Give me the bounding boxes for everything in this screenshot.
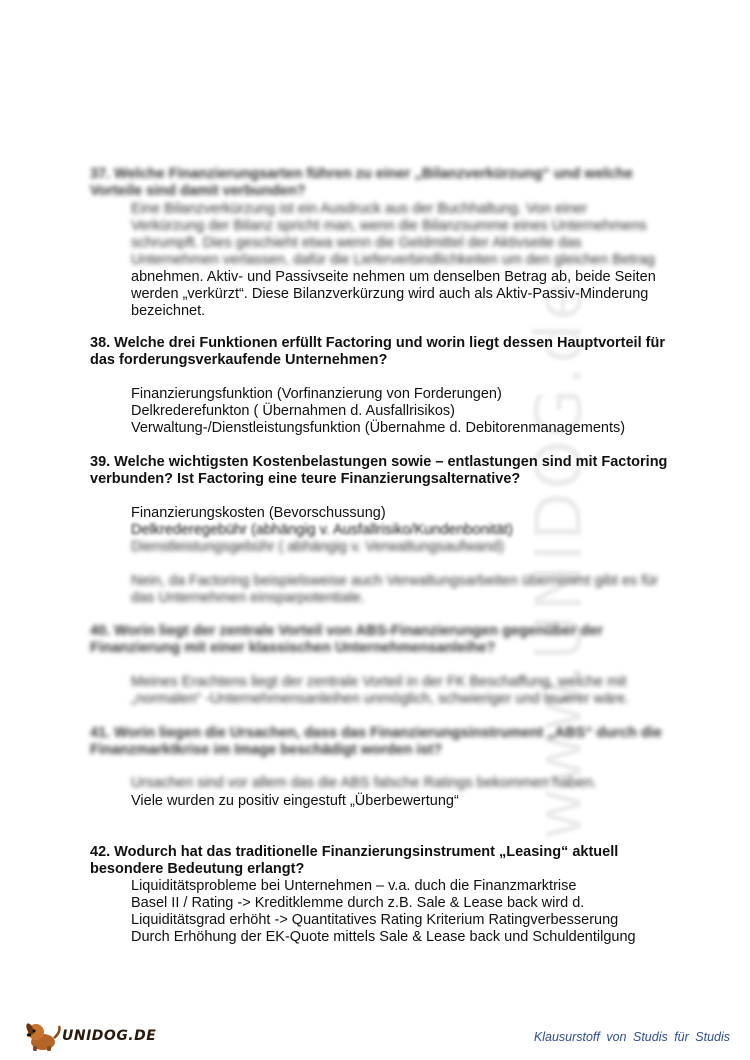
answer-38: [131, 386, 691, 437]
question-39: [90, 454, 680, 488]
answer-line: schrumpft. Dies geschieht etwa wenn die Geldmittel der Aktivseite das: [131, 235, 582, 251]
answer-line: „normalen“ -Unternehmensanleihen unmöglich, schwieriger und teuerer wäre.: [131, 691, 630, 707]
answer-37-blurred: [131, 201, 691, 269]
answer-line: Delkrederefunkton ( Übernahmen d. Ausfallrisikos): [131, 403, 455, 419]
answer-line: Liquiditätsprobleme bei Unternehmen – v.a. duch die Finanzmarktrise: [131, 878, 577, 894]
dog-mascot-icon: [24, 1020, 64, 1052]
answer-line: Ursachen sind vor allem das die ABS falsche Ratings bekommen haben.: [131, 775, 597, 791]
question-41: [90, 725, 680, 759]
question-line: 39. Welche wichtigsten Kostenbelastungen sowie – entlastungen sind mit Factoring: [90, 454, 668, 470]
answer-line: bezeichnet.: [131, 303, 206, 319]
answer-40-blurred: [131, 674, 691, 708]
question-line: 37. Welche Finanzierungsarten führen zu einer „Bilanzverkürzung“ und welche: [90, 166, 633, 182]
answer-line: Dienstleistungsgebühr ( abhängig v. Verwaltungsaufwand): [131, 539, 504, 555]
answer-line: Viele wurden zu positiv eingestuft „Überbewertung“: [131, 793, 459, 809]
question-42: [90, 844, 680, 878]
answer-line: Meines Erachtens liegt der zentrale Vorteil in der FK Beschaffung, welche mit: [131, 674, 627, 690]
question-line: Finanzierung mit einer klassischen Unternehmensanleihe?: [90, 640, 496, 656]
answer-41: [131, 793, 691, 810]
question-38: [90, 335, 680, 369]
answer-line: Basel II / Rating -> Kreditklemme durch z.B. Sale & Lease back wird d.: [131, 895, 585, 911]
answer-line: Finanzierungsfunktion (Vorfinanzierung von Forderungen): [131, 386, 502, 402]
unidog-logo[interactable]: [24, 1020, 157, 1052]
question-line: 40. Worin liegt der zentrale Vorteil von ABS-Finanzierungen gegenüber der: [90, 623, 603, 639]
answer-39-partial: [131, 522, 691, 539]
question-40: [90, 623, 680, 657]
answer-39: [131, 505, 691, 522]
question-line: verbunden? Ist Factoring eine teure Finanzierungsalternative?: [90, 471, 521, 487]
answer-line: Durch Erhöhung der EK-Quote mittels Sale & Lease back und Schuldentilgung: [131, 929, 636, 945]
answer-39-blurred: [131, 539, 691, 607]
answer-line: Liquiditätsgrad erhöht -> Quantitatives Rating Kriterium Ratingverbesserung: [131, 912, 619, 928]
answer-line: Eine Bilanzverkürzung ist ein Ausdruck aus der Buchhaltung. Von einer: [131, 201, 588, 217]
question-line: das forderungsverkaufende Unternehmen?: [90, 352, 388, 368]
question-line: 38. Welche drei Funktionen erfüllt Factoring und worin liegt dessen Hauptvorteil für: [90, 335, 665, 351]
answer-line: Finanzierungskosten (Bevorschussung): [131, 505, 386, 521]
answer-line: Delkrederegebühr (abhängig v. Ausfallrisiko/Kundenbonität): [131, 522, 513, 538]
question-line: 42. Wodurch hat das traditionelle Finanzierungsinstrument „Leasing“ aktuell: [90, 844, 619, 860]
answer-line: Nein, da Factoring beispielsweise auch Verwaltungsarbeiten übernimmt gibt es für: [131, 573, 659, 589]
answer-42: [131, 878, 691, 946]
question-line: Vorteile sind damit verbunden?: [90, 183, 306, 199]
brand-text: UNIDOG.DE: [62, 1028, 157, 1044]
answer-line: abnehmen. Aktiv- und Passivseite nehmen um denselben Betrag ab, beide Seiten: [131, 269, 656, 285]
question-line: 41. Worin liegen die Ursachen, dass das Finanzierungsinstrument „ABS“ durch die: [90, 725, 662, 741]
question-line: besondere Bedeutung erlangt?: [90, 861, 305, 877]
answer-line: das Unternehmen einsparpotentiale.: [131, 590, 365, 606]
answer-line: werden „verkürzt“. Diese Bilanzverkürzung wird auch als Aktiv-Passiv-Minderung: [131, 286, 649, 302]
watermark: www.UNIDOG.de: [523, 279, 597, 841]
answer-line: [131, 556, 691, 573]
question-37: [90, 166, 680, 200]
answer-line: Unternehmen verlassen, dafür die Lieferverbindlichkeiten um den gleichen Betrag: [131, 252, 655, 268]
answer-37: [131, 269, 691, 320]
answer-line: Verkürzung der Bilanz spricht man, wenn die Bilanzsumme eines Unternehmens: [131, 218, 647, 234]
footer-tagline: Klausurstoff von Studis für Studis: [533, 1030, 730, 1044]
answer-41-blurred: [131, 775, 691, 792]
question-line: Finanzmarktkrise im Image beschädigt worden ist?: [90, 742, 443, 758]
answer-line: Verwaltung-/Dienstleistungsfunktion (Übernahme d. Debitorenmanagements): [131, 420, 626, 436]
